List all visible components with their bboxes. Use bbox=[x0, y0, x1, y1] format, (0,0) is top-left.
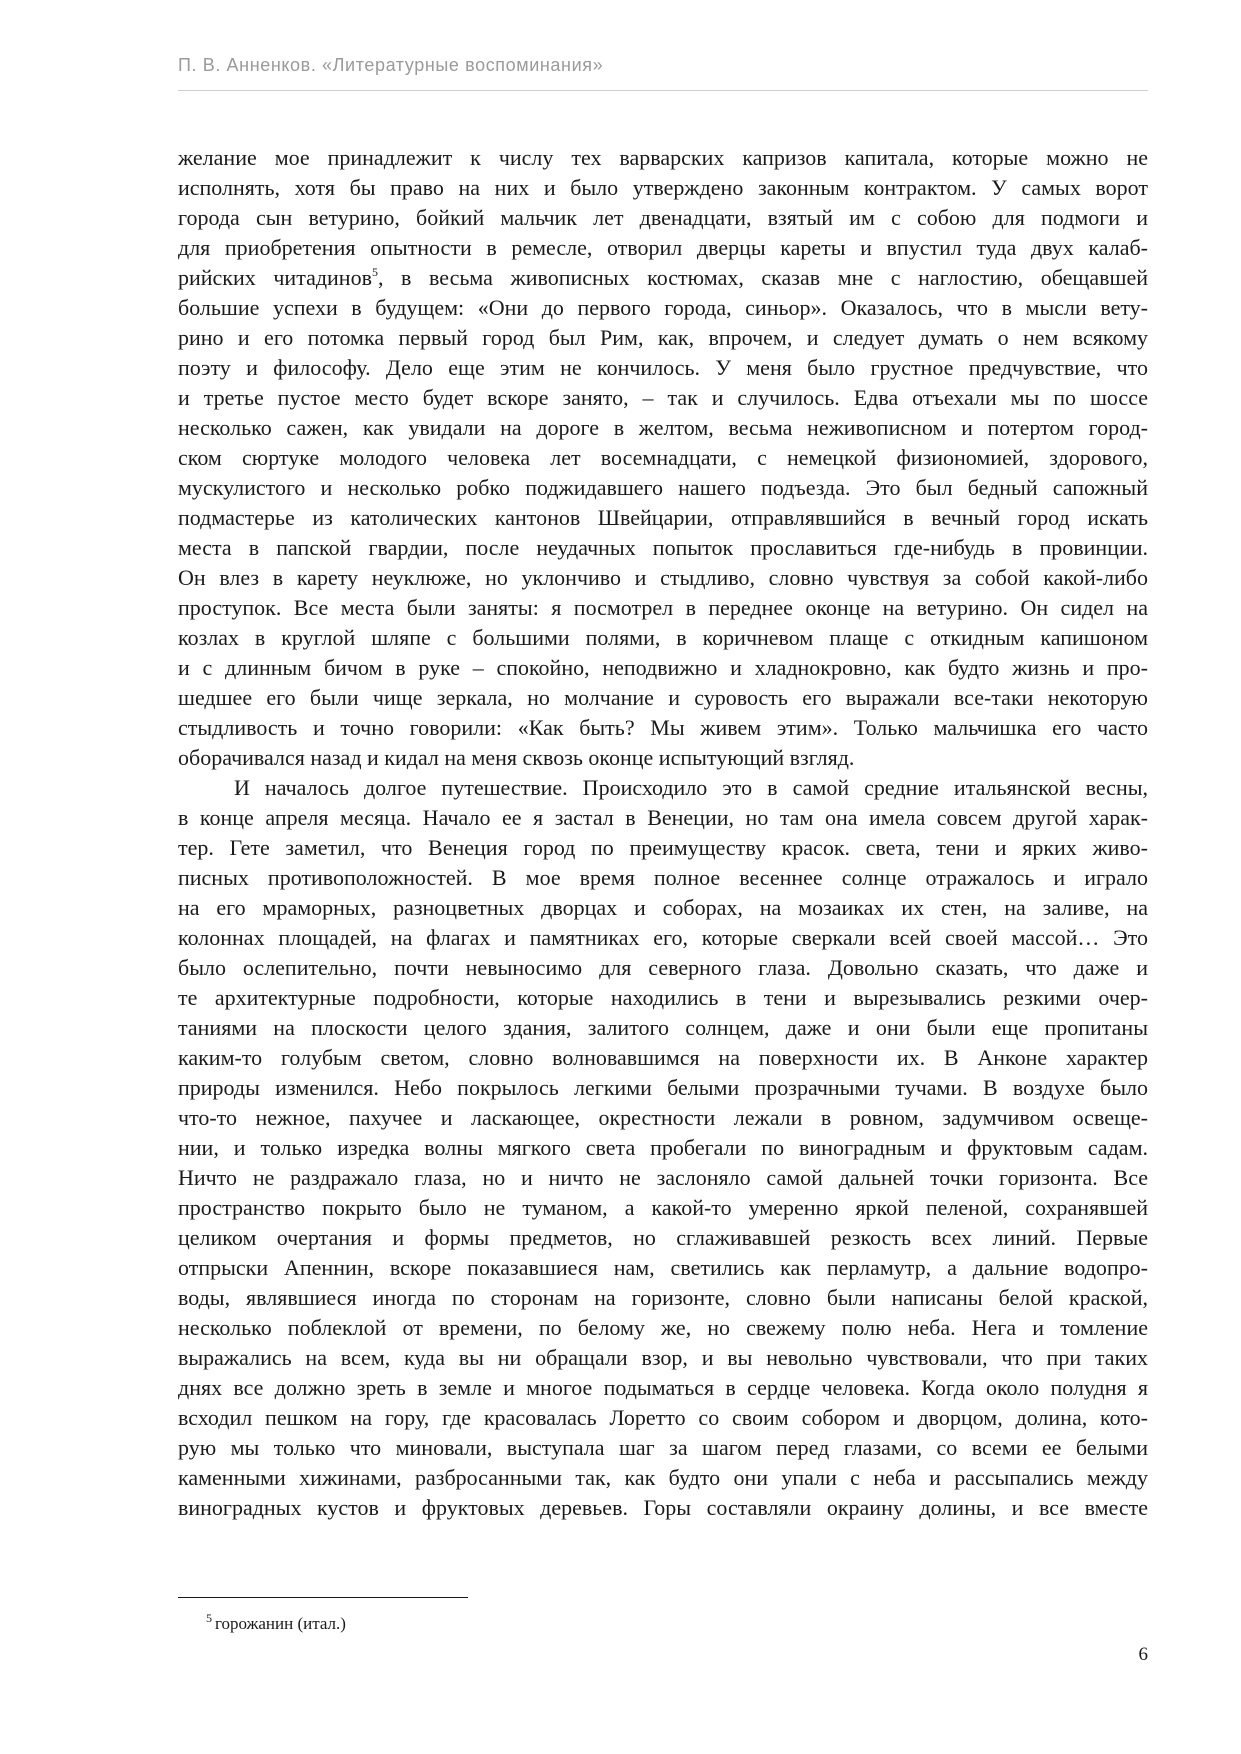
text-line: подмастерье из католических кантонов Швейцарии, отправлявшийся в вечный город искать bbox=[178, 505, 1148, 530]
text-line: места в папской гвардии, после неудачных попыток прославиться где-нибудь в провинции. bbox=[178, 535, 1148, 560]
text-line: колоннах площадей, на флагах и памятниках его, которые сверкали всей своей массой… Это bbox=[178, 925, 1148, 950]
footnote-divider bbox=[178, 1597, 468, 1598]
text-line: было ослепительно, почти невыносимо для северного глаза. Довольно сказать, что даже и bbox=[178, 955, 1148, 980]
text-line-with-footnote-ref bbox=[178, 263, 1148, 293]
footnote-number: 5 bbox=[206, 1611, 212, 1625]
text-line: козлах в круглой шляпе с большими полями, в коричневом плаще с откидным капишоном bbox=[178, 625, 1148, 650]
text-line: Ничто не раздражало глаза, но и ничто не заслоняло самой дальней точки горизонта. Все bbox=[178, 1165, 1148, 1190]
text-line: рино и его потомка первый город был Рим, как, впрочем, и следует думать о нем всякому bbox=[178, 325, 1148, 350]
text-line: исполнять, хотя бы право на них и было утверждено законным контрактом. У самых ворот bbox=[178, 175, 1148, 200]
text-line: и третье пустое место будет вскоре занято, – так и случилось. Едва отъехали мы по шоссе bbox=[178, 385, 1148, 410]
text-line: Он влез в карету неуклюже, но уклончиво и стыдливо, словно чувствуя за собой какой-либо bbox=[178, 565, 1148, 590]
text-line: тер. Гете заметил, что Венеция город по преимуществу красок. света, тени и ярких живо- bbox=[178, 835, 1148, 860]
page-number: 6 bbox=[1138, 1644, 1148, 1665]
text-line: стыдливость и точно говорили: «Как быть? Мы живем этим». Только мальчишка его часто bbox=[178, 715, 1148, 740]
text-line: поэту и философу. Дело еще этим не кончилось. У меня было грустное предчувствие, что bbox=[178, 355, 1148, 380]
text-line: желание мое принадлежит к числу тех варварских капризов капитала, которые можно не bbox=[178, 145, 1148, 170]
text-line: писных противоположностей. В мое время полное весеннее солнце отражалось и играло bbox=[178, 865, 1148, 890]
text-line: шедшее его были чище зеркала, но молчание и суровость его выражали все-таки некоторую bbox=[178, 685, 1148, 710]
text-line: что-то нежное, пахучее и ласкающее, окрестности лежали в ровном, задумчивом освеще- bbox=[178, 1105, 1148, 1130]
text-line: виноградных кустов и фруктовых деревьев. Горы составляли окраину долины, и все вместе bbox=[178, 1495, 1148, 1520]
text-line: целиком очертания и формы предметов, но сглаживавшей резкость всех линий. Первые bbox=[178, 1225, 1148, 1250]
text-line: на его мраморных, разноцветных дворцах и соборах, на мозаиках их стен, на заливе, на bbox=[178, 895, 1148, 920]
text-line: несколько поблеклой от времени, по белому же, но свежему полю неба. Нега и томление bbox=[178, 1315, 1148, 1340]
footnote bbox=[206, 1611, 346, 1634]
header-divider bbox=[178, 90, 1148, 91]
text-line: природы изменился. Небо покрылось легкими белыми прозрачными тучами. В воздухе было bbox=[178, 1075, 1148, 1100]
running-header: П. В. Анненков. «Литературные воспоминания» bbox=[178, 55, 604, 75]
text-line: таниями на плоскости целого здания, залитого солнцем, даже и они были еще пропитаны bbox=[178, 1015, 1148, 1040]
text-line: те архитектурные подробности, которые находились в тени и вырезывались резкими очер- bbox=[178, 985, 1148, 1010]
body-text bbox=[178, 143, 1148, 1523]
text-line: мускулистого и несколько робко поджидавшего нашего подъезда. Это был бедный сапожный bbox=[178, 475, 1148, 500]
footnote-text: горожанин (итал.) bbox=[215, 1614, 346, 1633]
text-line: пространство покрыто было не туманом, а какой-то умеренно яркой пеленой, сохранявшей bbox=[178, 1195, 1148, 1220]
text-line: каким-то голубым светом, словно волновавшимся на поверхности их. В Анконе характер bbox=[178, 1045, 1148, 1070]
text-line: нии, и только изредка волны мягкого света пробегали по виноградным и фруктовым садам. bbox=[178, 1135, 1148, 1160]
text-line: днях все должно зреть в земле и многое подыматься в сердце человека. Когда около полудня я bbox=[178, 1375, 1148, 1400]
text-line: всходил пешком на гору, где красовалась Лоретто со своим собором и дворцом, долина, кото- bbox=[178, 1405, 1148, 1430]
paragraph-first-line: И началось долгое путешествие. Происходило это в самой средние итальянской весны, bbox=[234, 775, 1148, 800]
text-line: ском сюртуке молодого человека лет восемнадцати, с немецкой физиономией, здорового, bbox=[178, 445, 1148, 470]
text-line: несколько сажен, как увидали на дороге в желтом, весьма неживописном и потертом город- bbox=[178, 415, 1148, 440]
text-line: воды, являвшиеся иногда по сторонам на горизонте, словно были написаны белой краской, bbox=[178, 1285, 1148, 1310]
text-line: в конце апреля месяца. Начало ее я застал в Венеции, но там она имела совсем другой харак- bbox=[178, 805, 1148, 830]
text-line: для приобретения опытности в ремесле, отворил дверцы кареты и впустил туда двух калаб- bbox=[178, 235, 1148, 260]
text-segment: рийских читадинов bbox=[178, 265, 372, 290]
text-line: проступок. Все места были заняты: я посмотрел в переднее оконце на ветурино. Он сидел на bbox=[178, 595, 1148, 620]
paragraph-last-line: оборачивался назад и кидал на меня сквозь оконце испытующий взгляд. bbox=[178, 745, 855, 770]
footnote-reference[interactable]: 5 bbox=[371, 265, 378, 279]
text-line: города сын ветурино, бойкий мальчик лет двенадцати, взятый им с собою для подмоги и bbox=[178, 205, 1148, 230]
text-segment: , в весьма живописных костюмах, сказав мне с наглостию, обещавшей bbox=[377, 265, 1148, 290]
text-line: отпрыски Апеннин, вскоре показавшиеся нам, светились как перламутр, а дальние водопро- bbox=[178, 1255, 1148, 1280]
text-line: рую мы только что миновали, выступала шаг за шагом перед глазами, со всеми ее белыми bbox=[178, 1435, 1148, 1460]
text-line: и с длинным бичом в руке – спокойно, неподвижно и хладнокровно, как будто жизнь и про- bbox=[178, 655, 1148, 680]
text-line: большие успехи в будущем: «Они до первого города, синьор». Оказалось, что в мысли вету- bbox=[178, 295, 1148, 320]
text-line: каменными хижинами, разбросанными так, как будто они упали с неба и рассыпались между bbox=[178, 1465, 1148, 1490]
text-line: выражались на всем, куда вы ни обращали взор, и вы невольно чувствовали, что при таких bbox=[178, 1345, 1148, 1370]
